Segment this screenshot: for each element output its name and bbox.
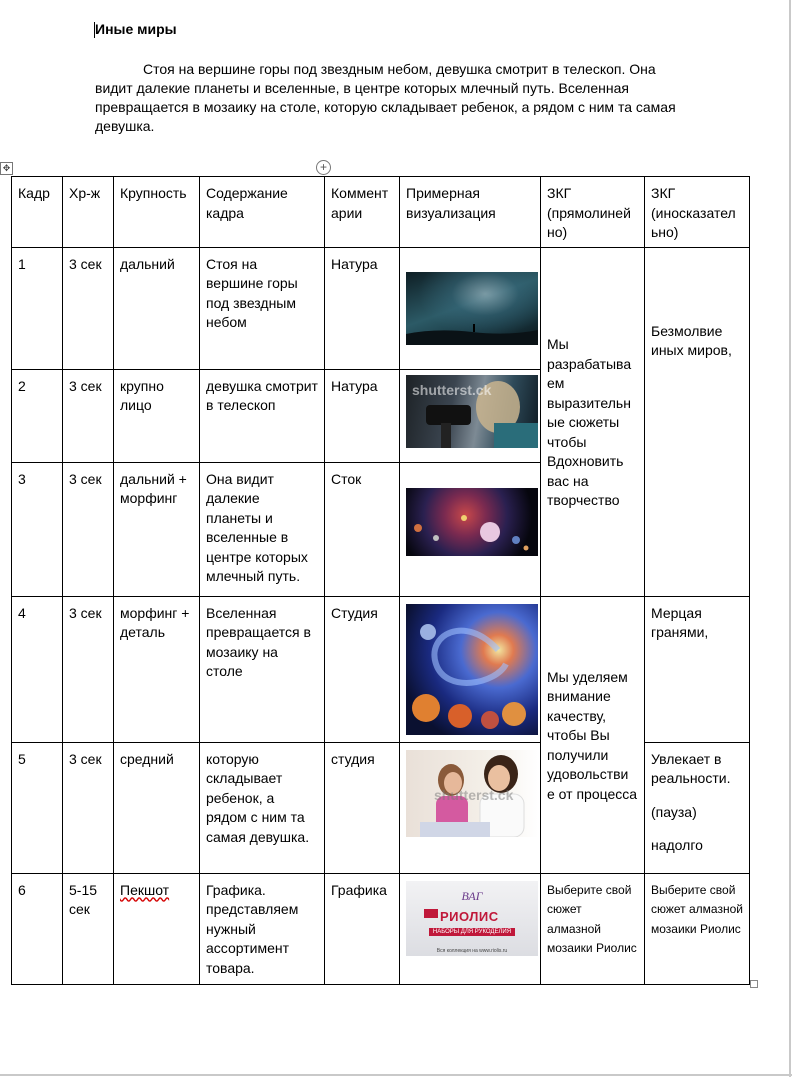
cell-size[interactable]: крупно лицо xyxy=(114,369,200,462)
cell-content[interactable]: девушка смотрит в телескоп xyxy=(200,369,325,462)
riolis-footer: Вся коллекция на www.riolis.ru xyxy=(436,947,508,954)
header-comments[interactable]: Коммент арии xyxy=(325,177,400,248)
header-visualization[interactable]: Примерная визуализация xyxy=(400,177,541,248)
girl-telescope-photo[interactable] xyxy=(406,375,538,448)
zkg-allegory-line: надолго xyxy=(651,837,703,853)
cell-size[interactable]: средний xyxy=(114,742,200,873)
galaxy-mosaic-photo[interactable] xyxy=(406,604,538,735)
cell-frame[interactable]: 3 xyxy=(12,462,63,596)
cell-duration[interactable]: 3 сек xyxy=(63,742,114,873)
page-edge xyxy=(0,1074,792,1076)
storyboard-table xyxy=(11,176,750,985)
milky-way-mountain-photo[interactable] xyxy=(406,272,538,345)
cell-zkg-direct[interactable]: Выберите свой сюжет алмазной мозаики Риолис xyxy=(541,873,645,984)
cell-visualization[interactable] xyxy=(400,369,541,462)
cell-size[interactable]: дальний xyxy=(114,247,200,369)
riolis-tagline-wrap xyxy=(406,923,538,943)
text-cursor xyxy=(94,22,95,38)
cell-visualization[interactable] xyxy=(400,742,541,873)
zkg-allegory-text: Безмолвие иных миров, xyxy=(651,322,732,358)
header-content[interactable]: Содержание кадра xyxy=(200,177,325,248)
cell-comments[interactable]: Студия xyxy=(325,596,400,742)
riolis-logo-graphic[interactable] xyxy=(406,881,538,956)
table-resize-handle[interactable] xyxy=(750,980,758,988)
cell-content[interactable]: Стоя на вершине горы под звездным небом xyxy=(200,247,325,369)
cell-visualization[interactable] xyxy=(400,462,541,596)
cell-content[interactable]: Она видит далекие планеты и вселенные в центре которых млечный путь. xyxy=(200,462,325,596)
riolis-tagline: НАБОРЫ ДЛЯ РУКОДЕЛИЯ xyxy=(429,928,515,936)
zkg-allegory-line: (пауза) xyxy=(651,803,697,820)
document-title[interactable] xyxy=(95,21,177,37)
cell-size[interactable]: морфинг + деталь xyxy=(114,596,200,742)
cell-zkg-allegory[interactable]: Выберите свой сюжет алмазной мозаики Риолис xyxy=(645,873,750,984)
cell-content[interactable]: которую складывает ребенок, а рядом с ним та самая девушка. xyxy=(200,742,325,873)
table-move-icon[interactable]: ✥ xyxy=(0,162,13,175)
cell-size[interactable] xyxy=(114,873,200,984)
header-frame[interactable]: Кадр xyxy=(12,177,63,248)
cell-duration[interactable]: 3 сек xyxy=(63,596,114,742)
cell-comments[interactable]: Натура xyxy=(325,369,400,462)
mother-child-mosaic-photo[interactable] xyxy=(406,750,538,837)
cell-duration[interactable]: 5-15 сек xyxy=(63,873,114,984)
cell-comments[interactable]: Сток xyxy=(325,462,400,596)
watermark-text: shutterst.ck xyxy=(412,381,492,398)
cell-visualization[interactable] xyxy=(400,596,541,742)
cell-content[interactable]: Графика. представляем нужный ассортимент товара. xyxy=(200,873,325,984)
cell-duration[interactable]: 3 сек xyxy=(63,462,114,596)
cell-frame[interactable]: 6 xyxy=(12,873,63,984)
riolis-brand: РИОЛИС xyxy=(440,908,499,924)
cell-zkg-direct-group-1[interactable]: Мы разрабатыва ем выразительн ые сюжеты чтобы Вдохновить вас на творчество xyxy=(541,247,645,596)
cell-comments[interactable]: Графика xyxy=(325,873,400,984)
cell-frame[interactable]: 5 xyxy=(12,742,63,873)
header-size[interactable]: Крупность xyxy=(114,177,200,248)
line-spacer xyxy=(651,789,743,803)
header-duration[interactable]: Хр-ж xyxy=(63,177,114,248)
table-row xyxy=(12,873,750,984)
cell-visualization[interactable] xyxy=(400,873,541,984)
intro-paragraph[interactable]: Стоя на вершине горы под звездным небом, девушка смотрит в телескоп. Она видит далекие планеты и вселенные, в центре которых млечный путь. Вселенная превращается в мозаику на столе, которую складывает ребенок, а рядом с ним та самая девушка. xyxy=(95,61,676,134)
header-zkg-direct[interactable]: ЗКГ (прямолиней но) xyxy=(541,177,645,248)
document-title-text: Иные миры xyxy=(95,21,177,37)
page-edge xyxy=(789,0,791,1077)
watermark-text: shutterst.ck xyxy=(434,786,514,803)
cell-content[interactable]: Вселенная превращается в мозаику на столе xyxy=(200,596,325,742)
cell-comments[interactable]: Натура xyxy=(325,247,400,369)
table-row xyxy=(12,247,750,369)
cell-duration[interactable]: 3 сек xyxy=(63,247,114,369)
riolis-mark: ВАГ xyxy=(461,888,483,903)
cell-zkg-allegory[interactable] xyxy=(645,742,750,873)
cell-visualization[interactable] xyxy=(400,247,541,369)
zkg-allegory-line: Увлекает в реальности. xyxy=(651,750,731,786)
cell-frame[interactable]: 1 xyxy=(12,247,63,369)
cell-zkg-direct-group-2[interactable]: Мы уделяем внимание качеству, чтобы Вы получили удовольстви е от процесса xyxy=(541,596,645,873)
misspelled-word: Пекшот xyxy=(120,881,170,898)
header-zkg-allegory[interactable]: ЗКГ (иносказател ьно) xyxy=(645,177,750,248)
cell-frame[interactable]: 4 xyxy=(12,596,63,742)
cell-zkg-allegory-group-1[interactable] xyxy=(645,247,750,596)
cell-zkg-allegory[interactable]: Мерцая гранями, xyxy=(645,596,750,742)
cell-comments[interactable]: студия xyxy=(325,742,400,873)
table-row xyxy=(12,596,750,742)
cell-duration[interactable]: 3 сек xyxy=(63,369,114,462)
riolis-logo-icon xyxy=(424,909,438,918)
cell-size[interactable]: дальний + морфинг xyxy=(114,462,200,596)
cell-frame[interactable]: 2 xyxy=(12,369,63,462)
line-spacer xyxy=(651,822,743,836)
planets-nebula-photo[interactable] xyxy=(406,488,538,556)
table-header-row xyxy=(12,177,750,248)
insert-column-icon[interactable]: + xyxy=(316,160,331,175)
